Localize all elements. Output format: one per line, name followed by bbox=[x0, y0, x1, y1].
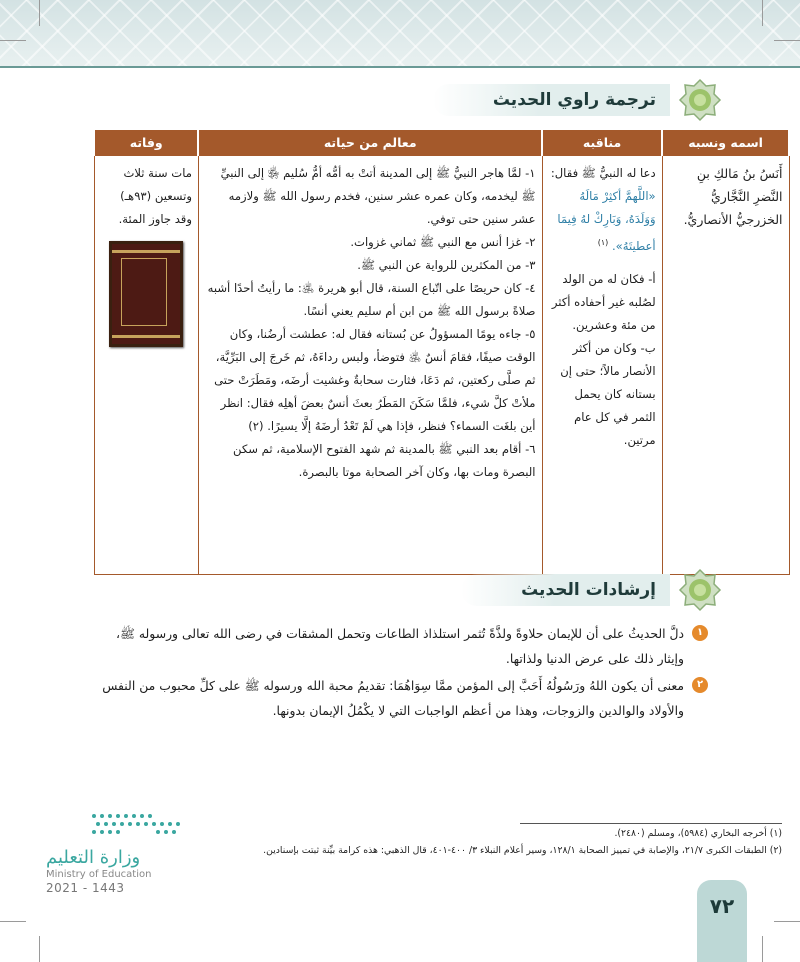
page-number: ٧٢ bbox=[709, 894, 735, 918]
crop-mark bbox=[0, 40, 26, 41]
guidance-text: معنى أن يكون اللهُ ورَسُولُهُ أَحَبَّ إلى المؤمن ممَّا سِوَاهُمَا: تقديمُ محبة الله ورسوله ﷺ على كلِّ محبوب من النفس والأولاد والوالدين والزوجات، وهذا من أعظم الواجبات التي لا يكْمُلُ الإيمان بدونها. bbox=[102, 678, 684, 718]
edition-year: 2021 - 1443 bbox=[46, 881, 125, 895]
footnote-2: (٢) الطبقات الكبرى ٢١/٧، والإصابة في تمييز الصحابة ١٢٨/١، وسير أعلام النبلاء ٣/ ٤٠٠-٤٠١، قال الذهبي: هذه كرامة بيِّنة ثبتت بإسنادين. bbox=[263, 845, 782, 856]
life-item: ١- لمَّا هاجر النبيُّ ﷺ إلى المدينة أتتْ به أمُّه أمُّ سُليم ﵂ إلى النبيِّ ﷺ ليخدمه، وكان عمره عشر سنين، فخدم رسول الله ﷺ ولازمه عشر سنين حتى توفي. bbox=[220, 166, 536, 226]
ministry-name-arabic: وزارة التعليم bbox=[46, 847, 141, 868]
cell-life bbox=[198, 155, 542, 575]
header-divider bbox=[0, 66, 800, 68]
virtue-dua: «اللَّهمَّ أكثِرْ مَالَهُ وَوَلَدَهُ، وَبَارِكْ لهُ فِيمَا أعطيتَهُ». bbox=[557, 189, 656, 253]
guidance-item bbox=[88, 621, 708, 671]
header-name: اسمه ونسبه bbox=[662, 129, 789, 155]
life-item: ٦- أقام بعد النبي ﷺ بالمدينة ثم شهد الفتوح الإسلامية، ثم سكن البصرة ومات بها، وكان آخر الصحابة موتا بالبصرة. bbox=[233, 442, 536, 479]
footnote-ref: (١) bbox=[597, 238, 609, 247]
ministry-logo-icon bbox=[88, 810, 184, 840]
book-frame bbox=[121, 258, 167, 326]
section-heading-guidance bbox=[461, 570, 722, 610]
death-text: مات سنة ثلاث وتسعين (٩٣هـ) وقد جاوز المئة. bbox=[118, 166, 192, 226]
book-cover-image bbox=[109, 241, 183, 347]
guidance-item bbox=[88, 673, 708, 723]
book-band bbox=[112, 335, 180, 338]
footnote-1: (١) أخرجه البخاري (٥٩٨٤)، ومسلم (٢٤٨٠). bbox=[614, 828, 782, 839]
octagon-badge-icon bbox=[678, 568, 722, 612]
header-pattern-band bbox=[0, 0, 800, 68]
life-item: ٤- كان حريصًا على اتّباع السنة، قال أبو هريرة ﵁: ما رأيتُ أحدًا أشبه صلاةً برسول الله ﷺ من ابن أم سليم يعني أنسًا. bbox=[207, 281, 536, 318]
ministry-name-english: Ministry of Education bbox=[46, 869, 152, 880]
life-item: ٥- جاءه يومًا المسؤولُ عن بُستانه فقال له: عطشت أرضُنا، وكان الوقت صيفًا، فقامَ أنسٌ ﵁ فتوضأ، ولبس رداءَهُ، ثم خَرجَ إلى البَرِّيَّة، ثم صلَّى ركعتين، ثم دَعَا، فثارت سحابةٌ وغشيت أرضَه، ومَطَرَتْ حتى ملأتْ كلَّ شيء، فلمَّا سَكَنَ المَطَرُ بعثَ أنسٌ بعضَ أهلِه فقال: انظر أين بلغَت السماء؟ فنظر، فإذا هي لَمْ تَعْدُ أرضَهُ إلَّا يسيرًا. (٢) bbox=[214, 327, 536, 433]
virtue-a: أ- فكان له من الولد لصُلبه غير أحفاده أكثر من مئة وعشرين. bbox=[551, 271, 656, 332]
number-badge: ٢ bbox=[692, 677, 708, 693]
narrator-table bbox=[93, 128, 790, 575]
octagon-badge-icon bbox=[678, 78, 722, 122]
virtue-intro: دعا له النبيُّ ﷺ فقال: bbox=[550, 166, 656, 180]
cell-virtues bbox=[542, 155, 662, 575]
life-item: ٢- غزا أنس مع النبي ﷺ ثماني غزوات. bbox=[350, 235, 536, 249]
crop-mark bbox=[39, 0, 40, 26]
crop-mark bbox=[762, 0, 763, 26]
crop-mark bbox=[39, 936, 40, 962]
life-item: ٣- من المكثرين للرواية عن النبي ﷺ. bbox=[357, 258, 536, 272]
virtue-b: ب- وكان من أكثر الأنصار مالاً؛ حتى إن بستانه كان يحمل الثمر في كل عام مرتين. bbox=[560, 340, 656, 447]
footnote-divider bbox=[520, 823, 782, 824]
header-virtues: مناقبه bbox=[542, 129, 662, 155]
page-number-tab bbox=[697, 880, 747, 962]
section-title: ترجمة راوي الحديث bbox=[433, 84, 670, 116]
number-badge: ١ bbox=[692, 625, 708, 641]
narrator-name: أَنَسُ بنُ مَالكِ بنِ النَّضرِ النَّجَّاريُّ الخزرجيُّ الأنصاريُّ. bbox=[683, 166, 783, 227]
section-heading-narrator bbox=[433, 80, 722, 120]
cell-name bbox=[662, 155, 789, 575]
cell-death bbox=[94, 155, 198, 575]
guidance-text: دلَّ الحديثُ على أن للإيمان حلاوةً ولذَّةً تُثمر استلذاذ الطاعات وتحمل المشقات في رضى الله تعالى ورسوله ﷺ، وإيثار ذلك على عرض الدنيا ولذاتها. bbox=[115, 626, 684, 666]
header-death: وفاته bbox=[94, 129, 198, 155]
header-life: معالم من حياته bbox=[198, 129, 542, 155]
crop-mark bbox=[0, 921, 26, 922]
crop-mark bbox=[774, 921, 800, 922]
section-title: إرشادات الحديث bbox=[461, 574, 670, 606]
crop-mark bbox=[774, 40, 800, 41]
book-band bbox=[112, 250, 180, 253]
crop-mark bbox=[762, 936, 763, 962]
